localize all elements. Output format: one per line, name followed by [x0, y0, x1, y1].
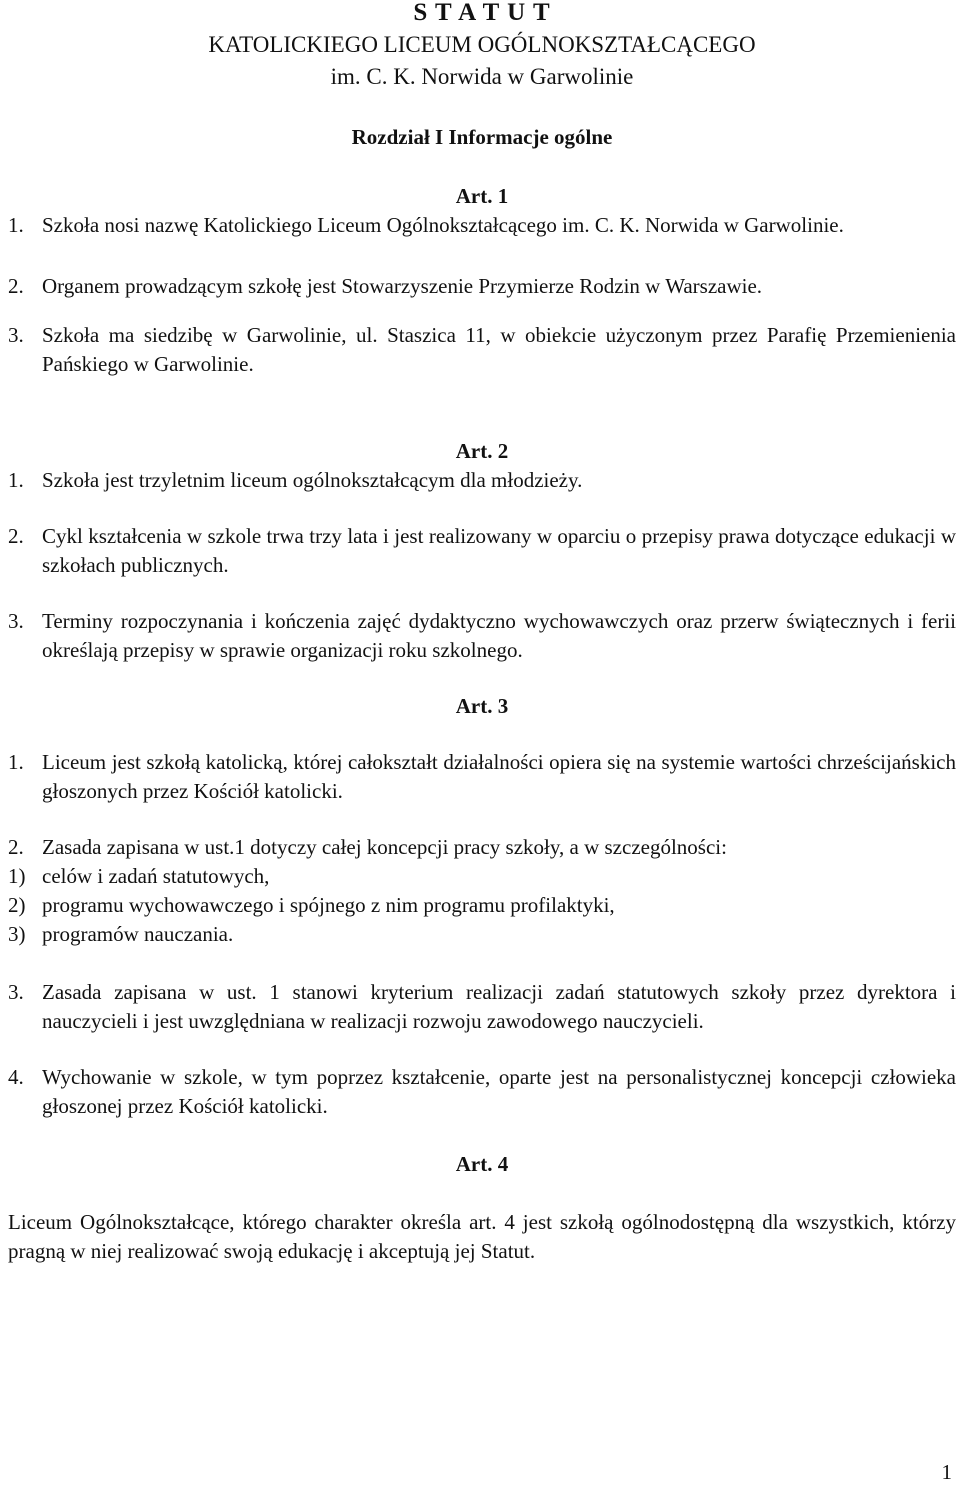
- list-text: programu wychowawczego i spójnego z nim programu profilaktyki,: [42, 893, 615, 917]
- art-3-heading: Art. 3: [455, 694, 509, 718]
- para-number: 1.: [8, 750, 24, 774]
- art-1-para-2: [8, 272, 956, 301]
- art-1-para-1: [8, 211, 956, 240]
- art-2-heading: Art. 2: [455, 439, 509, 463]
- art-1-heading: Art. 1: [455, 184, 509, 208]
- document-page: [8, 0, 956, 1266]
- art-2-para-3: [8, 607, 956, 665]
- list-number: 1): [8, 864, 26, 888]
- para-text: Zasada zapisana w ust. 1 stanowi kryterium realizacji zadań statutowych szkoły przez dyrektora i nauczycieli i jest uwzględniana w realizacji rozwoju zawodowego nauczycieli.: [42, 980, 956, 1033]
- para-text: Terminy rozpoczynania i kończenia zajęć dydaktyczno wychowawczych oraz przerw świątecznych i ferii określają przepisy w sprawie organizacji roku szkolnego.: [42, 609, 956, 662]
- list-number: 3): [8, 922, 26, 946]
- para-text: Wychowanie w szkole, w tym poprzez kształcenie, oparte jest na personalistycznej koncepcji człowieka głoszonej przez Kościół katolicki.: [42, 1065, 956, 1118]
- art-2-para-2: [8, 522, 956, 580]
- art-3-list-item-1: [8, 862, 956, 891]
- para-number: 2.: [8, 835, 24, 859]
- art-3-para-2: [8, 833, 956, 862]
- art-3-list-item-3: [8, 920, 956, 949]
- art-3-para-4: [8, 1063, 956, 1121]
- para-text: Organem prowadzącym szkołę jest Stowarzyszenie Przymierze Rodzin w Warszawie.: [42, 274, 763, 298]
- para-number: 1.: [8, 213, 24, 237]
- para-text: Szkoła jest trzyletnim liceum ogólnokształcącym dla młodzieży.: [42, 468, 583, 492]
- para-text: Zasada zapisana w ust.1 dotyczy całej koncepcji pracy szkoły, a w szczególności:: [42, 835, 727, 859]
- para-number: 1.: [8, 468, 24, 492]
- art-2-para-1: [8, 466, 956, 495]
- para-number: 4.: [8, 1065, 24, 1089]
- list-number: 2): [8, 893, 26, 917]
- list-text: programów nauczania.: [42, 922, 234, 946]
- para-text: Cykl kształcenia w szkole trwa trzy lata i jest realizowany w oparciu o przepisy prawa dotyczące edukacji w szkołach publicznych.: [42, 524, 956, 577]
- art-3-para-3: [8, 978, 956, 1036]
- para-number: 2.: [8, 274, 24, 298]
- document-subtitle: KATOLICKIEGO LICEUM OGÓLNOKSZTAŁCĄCEGO: [208, 32, 756, 57]
- para-number: 3.: [8, 609, 24, 633]
- chapter-heading: Rozdział I Informacje ogólne: [351, 125, 613, 149]
- para-text: Liceum jest szkołą katolicką, której całokształt działalności opiera się na systemie wartości chrześcijańskich głoszonych przez Kościół katolicki.: [42, 750, 956, 803]
- para-number: 2.: [8, 524, 24, 548]
- page-number: 1: [941, 1460, 952, 1484]
- art-1-para-3: [8, 321, 956, 379]
- document-title: S T A T U T: [413, 0, 551, 26]
- document-subtitle-2: im. C. K. Norwida w Garwolinie: [330, 64, 634, 89]
- para-number: 3.: [8, 980, 24, 1004]
- para-text: Szkoła nosi nazwę Katolickiego Liceum Ogólnokształcącego im. C. K. Norwida w Garwolinie.: [42, 213, 844, 237]
- art-3-list-item-2: [8, 891, 956, 920]
- art-4-para-1: Liceum Ogólnokształcące, którego charakter określa art. 4 jest szkołą ogólnodostępną dla wszystkich, którzy pragną w niej realizować swoją edukację i akceptują jej Statut.: [8, 1210, 956, 1263]
- para-number: 3.: [8, 323, 24, 347]
- art-4-heading: Art. 4: [455, 1152, 509, 1176]
- list-text: celów i zadań statutowych,: [42, 864, 270, 888]
- art-3-para-1: [8, 748, 956, 806]
- para-text: Szkoła ma siedzibę w Garwolinie, ul. Staszica 11, w obiekcie użyczonym przez Parafię Przemienienia Pańskiego w Garwolinie.: [42, 323, 956, 376]
